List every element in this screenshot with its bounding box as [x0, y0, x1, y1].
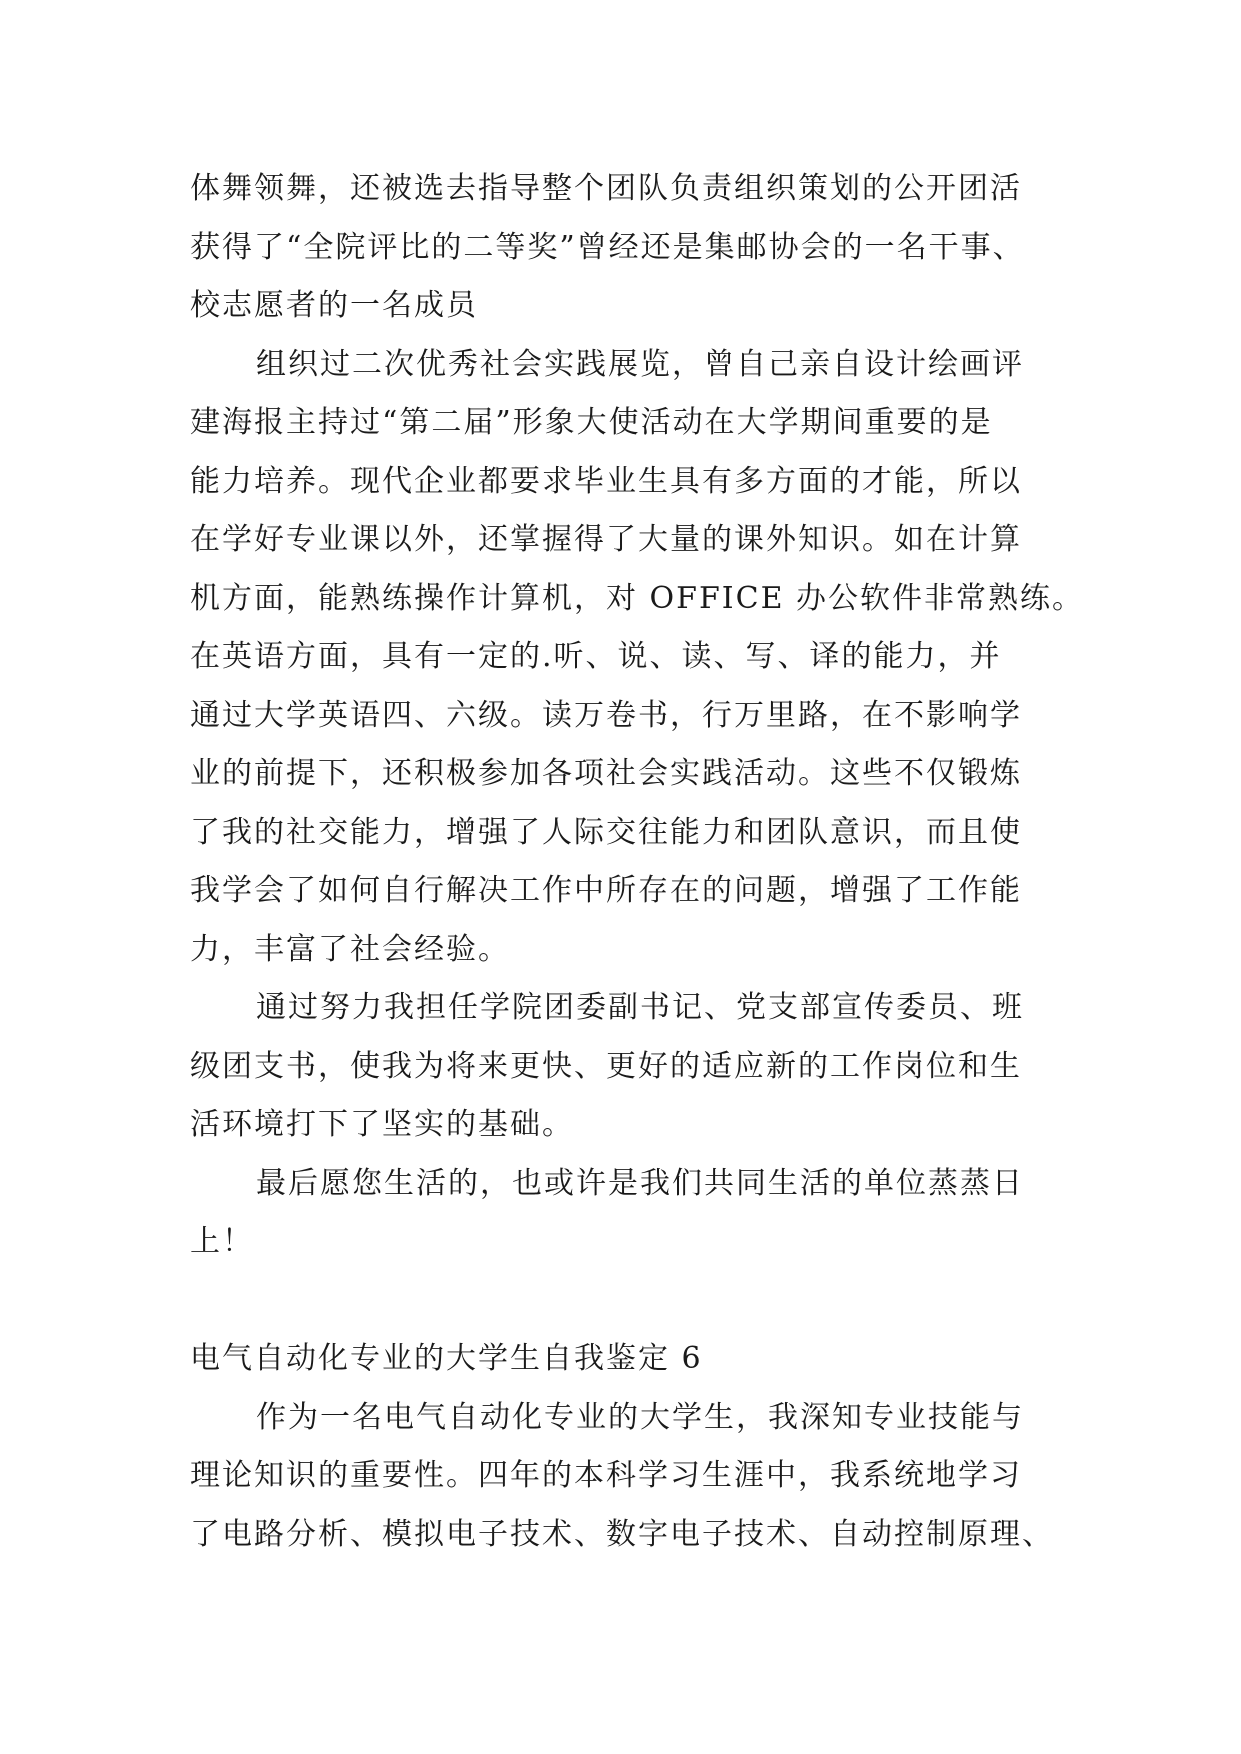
document-body: [190, 160, 1085, 1564]
text-line: 在英语方面，具有一定的.听、说、读、写、译的能力，并: [190, 639, 1002, 674]
text-line: 在学好专业课以外，还掌握得了大量的课外知识。如在计算: [190, 522, 1022, 557]
text-line: 获得了“全院评比的二等奖”曾经还是集邮协会的一名干事、: [190, 229, 1025, 265]
text-line: 能力培养。现代企业都要求毕业生具有多方面的才能，所以: [190, 463, 1022, 499]
paragraph-start-line: 组织过二次优秀社会实践展览，曾自己亲自设计绘画评: [256, 346, 1024, 382]
blank-line: [190, 1272, 1080, 1331]
text-line: 校志愿者的一名成员: [190, 288, 478, 323]
text-line: 级团支书，使我为将来更快、更好的适应新的工作岗位和生: [190, 1048, 1022, 1084]
text-line: 理论知识的重要性。四年的本科学习生涯中，我系统地学习: [190, 1458, 1022, 1493]
paragraph-start-line: 通过努力我担任学院团委副书记、党支部宣传委员、班: [256, 990, 1024, 1025]
text-line: 力，丰富了社会经验。: [190, 931, 510, 967]
text-line: 上！: [190, 1224, 254, 1259]
text-line: 了电路分析、模拟电子技术、数字电子技术、自动控制原理、: [190, 1516, 1054, 1552]
text-line: 体舞领舞，还被选去指导整个团队负责组织策划的公开团活: [190, 171, 1022, 206]
paragraph-start-line: 作为一名电气自动化专业的大学生，我深知专业技能与: [256, 1399, 1024, 1435]
text-line: 建海报主持过“第二届”形象大使活动在大学期间重要的是: [190, 405, 993, 440]
text-line: 活环境打下了坚实的基础。: [190, 1107, 574, 1142]
text-line: 通过大学英语四、六级。读万卷书，行万里路，在不影响学: [190, 697, 1022, 733]
text-line: 了我的社交能力，增强了人际交往能力和团队意识，而且使: [190, 814, 1022, 850]
paragraph-start-line: 最后愿您生活的，也或许是我们共同生活的单位蒸蒸日: [256, 1165, 1024, 1201]
text-line: 机方面，能熟练操作计算机，对 OFFICE 办公软件非常熟练。: [190, 580, 1085, 616]
text-line: 业的前提下，还积极参加各项社会实践活动。这些不仅锻炼: [190, 756, 1022, 791]
text-line: 我学会了如何自行解决工作中所存在的问题，增强了工作能: [190, 873, 1022, 908]
section-heading: 电气自动化专业的大学生自我鉴定 6: [190, 1341, 703, 1376]
